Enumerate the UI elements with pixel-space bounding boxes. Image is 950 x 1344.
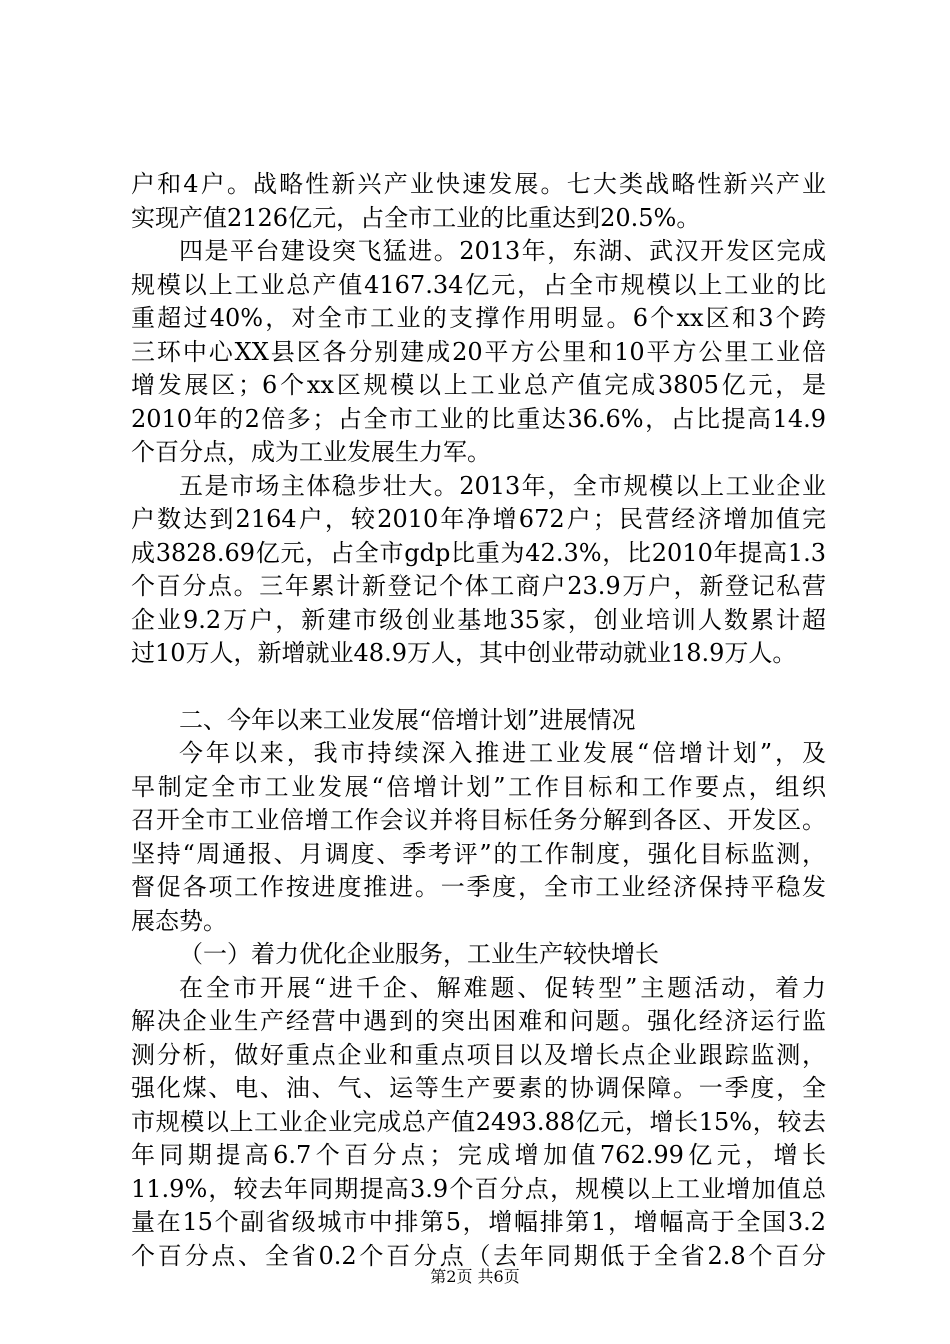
paragraph-start-line: 今年以来，我市持续深入推进工业发展“倍增计划”，及 xyxy=(179,739,826,767)
paragraph-gap xyxy=(131,671,826,704)
text-line: 实现产值2126亿元，占全市工业的比重达到20.5%。 xyxy=(131,203,701,232)
text-line: 重超过40%，对全市工业的支撑作用明显。6个xx区和3个跨 xyxy=(131,304,826,332)
section-heading: 二、今年以来工业发展“倍增计划”进展情况 xyxy=(179,705,636,734)
text-line: 解决企业生产经营中遇到的突出困难和问题。强化经济运行监 xyxy=(131,1007,826,1035)
text-line: 召开全市工业倍增工作会议并将目标任务分解到各区、开发区。 xyxy=(131,806,826,834)
text-line: 三环中心XX县区各分别建成20平方公里和10平方公里工业倍 xyxy=(131,337,826,366)
text-line: 规模以上工业总产值4167.34亿元，占全市规模以上工业的比 xyxy=(131,270,826,299)
text-line: 展态势。 xyxy=(131,906,227,935)
text-line: 量在15个副省级城市中排第5，增幅排第1，增幅高于全国3.2 xyxy=(131,1208,826,1236)
paragraph-start-line: 在全市开展“进千企、解难题、促转型”主题活动，着力 xyxy=(179,973,826,1002)
text-line: 个百分点。三年累计新登记个体工商户23.9万户，新登记私营 xyxy=(131,572,826,600)
document-body xyxy=(131,168,826,1273)
text-line: 企业9.2万户，新建市级创业基地35家，创业培训人数累计超 xyxy=(131,605,826,634)
text-line: 年同期提高6.7个百分点；完成增加值762.99亿元，增长 xyxy=(131,1141,826,1169)
text-line: 2010年的2倍多；占全市工业的比重达36.6%，占比提高14.9 xyxy=(131,404,826,433)
text-line: 户和4户。战略性新兴产业快速发展。七大类战略性新兴产业 xyxy=(131,170,826,198)
text-line: 增发展区；6个xx区规模以上工业总产值完成3805亿元，是 xyxy=(131,371,826,399)
text-line: 坚持“周通报、月调度、季考评”的工作制度，强化目标监测， xyxy=(131,839,826,868)
text-line: 早制定全市工业发展“倍增计划”工作目标和工作要点，组织 xyxy=(131,772,826,801)
text-line: 市规模以上工业企业完成总产值2493.88亿元，增长15%，较去 xyxy=(131,1107,826,1136)
text-line: 个百分点，成为工业发展生力军。 xyxy=(131,438,491,466)
subsection-heading: （一）着力优化企业服务，工业生产较快增长 xyxy=(179,940,659,968)
text-line: 11.9%，较去年同期提高3.9个百分点，规模以上工业增加值总 xyxy=(131,1174,826,1203)
text-line: 成3828.69亿元，占全市gdp比重为42.3%，比2010年提高1.3 xyxy=(131,538,826,567)
text-line: 个百分点、全省0.2个百分点（去年同期低于全省2.8个百分 xyxy=(131,1241,826,1270)
text-line: 强化煤、电、油、气、运等生产要素的协调保障。一季度，全 xyxy=(131,1074,826,1102)
text-line: 过10万人，新增就业48.9万人，其中创业带动就业18.9万人。 xyxy=(131,639,797,667)
paragraph-start-line: 五是市场主体稳步壮大。2013年，全市规模以上工业企业 xyxy=(179,471,826,500)
text-line: 测分析，做好重点企业和重点项目以及增长点企业跟踪监测， xyxy=(131,1040,826,1069)
text-line: 督促各项工作按进度推进。一季度，全市工业经济保持平稳发 xyxy=(131,873,826,901)
page-number-footer: 第2页 共6页 xyxy=(430,1267,520,1286)
text-line: 户数达到2164户，较2010年净增672户；民营经济增加值完 xyxy=(131,505,826,533)
paragraph-start-line: 四是平台建设突飞猛进。2013年，东湖、武汉开发区完成 xyxy=(179,237,826,265)
